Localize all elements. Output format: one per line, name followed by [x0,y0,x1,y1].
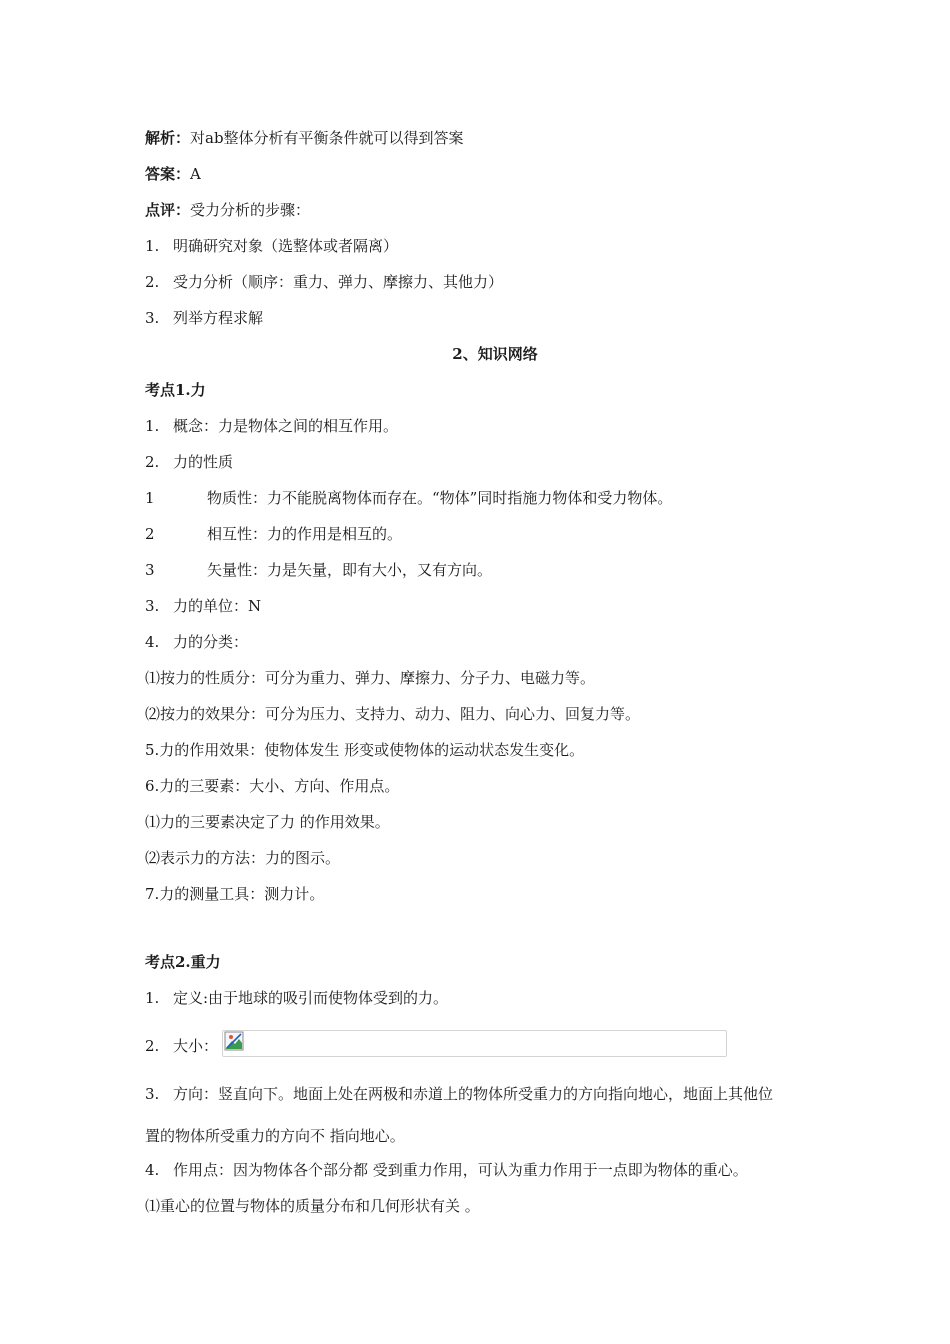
item-number: 4. [145,633,160,651]
definition-line [145,988,448,1008]
comment-label: 点评： [145,201,191,219]
classify-item: ⑵按力的效果分：可分为压力、支持力、动力、阻力、向心力、回复力等。 [145,705,641,723]
property-number: 1 [145,489,155,507]
item-text: 力的单位：N [173,597,262,615]
answer-line [145,164,201,184]
analysis-text: 对ab整体分析有平衡条件就可以得到答案 [190,129,464,147]
classify-line [145,632,248,652]
topic1-title: 考点1.力 [145,381,206,399]
item-number: 3. [145,597,160,615]
size-line [145,1036,218,1056]
step-number: 1. [145,237,160,255]
classify-item: ⑴按力的性质分：可分为重力、弹力、摩擦力、分子力、电磁力等。 [145,669,596,687]
broken-image-icon [224,1031,244,1051]
answer-text: A [190,165,201,183]
item-text: 方向：竖直向下。地面上处在两极和赤道上的物体所受重力的方向指向地心，地面上其他位 [173,1085,774,1103]
step-text: 受力分析（顺序：重力、弹力、摩擦力、其他力） [173,273,504,291]
comment-line [145,200,310,220]
tool-line: 7.力的测量工具：测力计。 [145,885,325,903]
analysis-line [145,128,464,148]
point-line [145,1160,748,1180]
item-text: 概念：力是物体之间的相互作用。 [173,417,399,435]
unit-line [145,596,261,616]
step-item [145,236,398,256]
step-number: 3. [145,309,160,327]
item-number: 2. [145,1037,160,1055]
topic1-item [145,416,398,436]
item-number: 1. [145,989,160,1007]
direction-line-continued: 置的物体所受重力的方向不 指向地心。 [145,1127,405,1145]
item-number: 1. [145,417,160,435]
three-elements-line: 6.力的三要素：大小、方向、作用点。 [145,777,400,795]
property-number: 2 [145,525,155,543]
direction-line [145,1084,773,1104]
step-text: 列举方程求解 [173,309,264,327]
section-title: 2、知识网络 [452,345,538,363]
property-item [145,524,402,544]
step-item [145,308,263,328]
three-element-item: ⑴力的三要素决定了力 的作用效果。 [145,813,390,831]
item-text: 力的分类： [173,633,249,651]
center-of-gravity-line: ⑴重心的位置与物体的质量分布和几何形状有关 。 [145,1197,480,1215]
item-text: 力的性质 [173,453,234,471]
property-text: 物质性：力不能脱离物体而存在。“物体”同时指施力物体和受力物体。 [207,489,673,507]
effect-line: 5.力的作用效果：使物体发生 形变或使物体的运动状态发生变化。 [145,741,585,759]
step-number: 2. [145,273,160,291]
item-number: 4. [145,1161,160,1179]
property-text: 矢量性：力是矢量，即有大小，又有方向。 [207,561,493,579]
item-number: 3. [145,1085,160,1103]
topic1-item [145,452,233,472]
answer-label: 答案： [145,165,191,183]
topic2-title: 考点2.重力 [145,953,221,971]
item-text: 定义:由于地球的吸引而使物体受到的力。 [173,989,449,1007]
formula-image-frame [222,1030,727,1057]
step-item [145,272,503,292]
property-item [145,488,672,508]
property-number: 3 [145,561,155,579]
item-text: 大小： [173,1037,219,1055]
analysis-label: 解析： [145,129,191,147]
property-text: 相互性：力的作用是相互的。 [207,525,403,543]
step-text: 明确研究对象（选整体或者隔离） [173,237,399,255]
comment-text: 受力分析的步骤： [190,201,311,219]
item-number: 2. [145,453,160,471]
three-element-item: ⑵表示力的方法：力的图示。 [145,849,341,867]
item-text: 作用点：因为物体各个部分都 受到重力作用，可认为重力作用于一点即为物体的重心。 [173,1161,748,1179]
property-item [145,560,492,580]
